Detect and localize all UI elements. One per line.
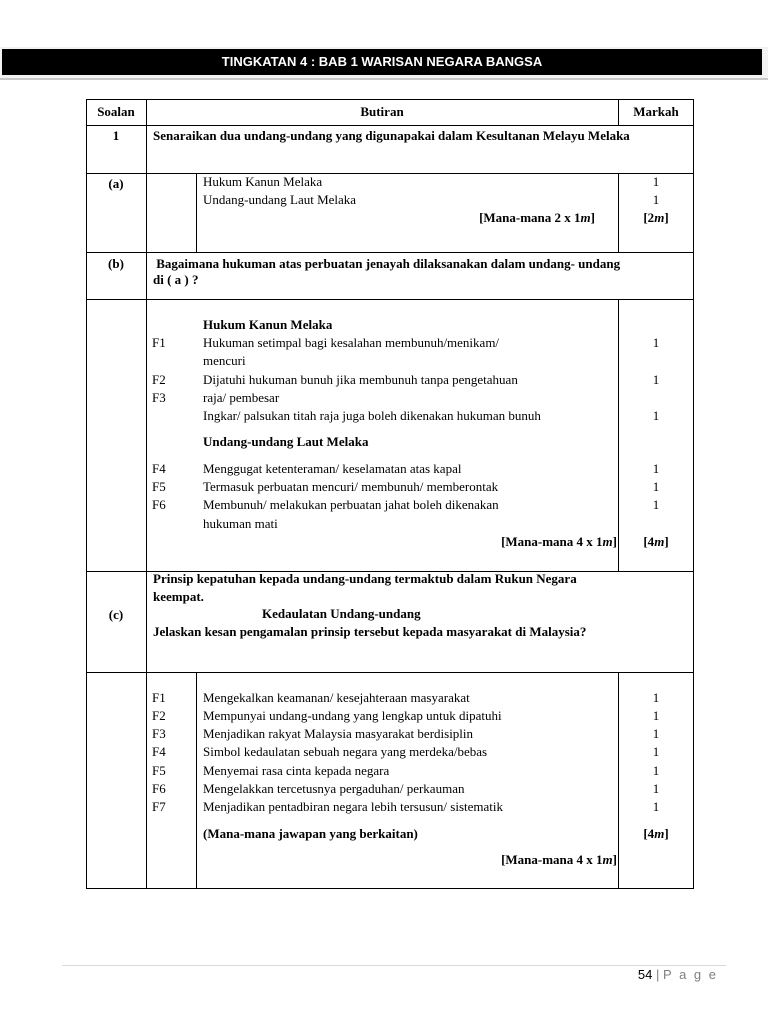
column-header-butiran: Butiran [360, 104, 404, 119]
header-divider [0, 78, 768, 80]
question-c-line4: Jelaskan kesan pengamalan prinsip tersebut kepada masyarakat di Malaysia? [153, 624, 587, 639]
answer-heading: Undang-undang Laut Melaka [203, 434, 369, 449]
total-note-a: [Mana-mana 2 x 1m] [479, 210, 595, 225]
answer-code: F2 [152, 372, 166, 387]
question-1-text: Senaraikan dua undang-undang yang digunapakai dalam Kesultanan Melayu Melaka [153, 128, 630, 143]
answer-code: F5 [152, 479, 166, 494]
page-number: 54 [637, 967, 653, 982]
answer-item: Mempunyai undang-undang yang lengkap untuk dipatuhi [203, 708, 502, 723]
table-border-bottom [86, 888, 694, 889]
table-row-divider [86, 252, 694, 253]
answer-mark: 1 [652, 174, 660, 189]
answer-item: Menjadikan pentadbiran negara lebih tersusun/ sistematik [203, 799, 503, 814]
answer-code: F3 [152, 390, 166, 405]
table-row-divider [86, 125, 694, 126]
answer-mark: 1 [652, 479, 660, 494]
answer-code: F4 [152, 744, 166, 759]
answer-item: Simbol kedaulatan sebuah negara yang merdeka/bebas [203, 744, 488, 759]
answer-item: Hukum Kanun Melaka [203, 174, 323, 189]
answer-mark: 1 [652, 799, 660, 814]
answer-item: Dijatuhi hukuman bunuh jika membunuh tanpa pengetahuan [203, 372, 518, 387]
table-row-divider [86, 299, 694, 300]
answer-code: F7 [152, 799, 166, 814]
answer-mark: 1 [652, 192, 660, 207]
answer-code: F4 [152, 461, 166, 476]
answer-item-continued: mencuri [203, 353, 246, 368]
footer-divider [62, 965, 726, 966]
table-subcol-divider [196, 672, 197, 889]
question-b-line2: di ( a ) ? [153, 272, 199, 287]
answer-mark: 1 [652, 497, 660, 512]
total-mark-a: [2m] [643, 210, 669, 225]
answer-item: Ingkar/ palsukan titah raja juga boleh dikenakan hukuman bunuh [203, 408, 541, 423]
answer-code: F1 [152, 335, 166, 350]
question-c-line1: Prinsip kepatuhan kepada undang-undang termaktub dalam Rukun Negara [153, 571, 577, 586]
table-row-divider [86, 672, 694, 673]
answer-mark: 1 [652, 781, 660, 796]
answer-mark: 1 [652, 763, 660, 778]
answer-mark: 1 [652, 726, 660, 741]
answer-mark: 1 [652, 408, 660, 423]
answer-code: F2 [152, 708, 166, 723]
answer-code: F6 [152, 497, 166, 512]
answer-item: Termasuk perbuatan mencuri/ membunuh/ memberontak [203, 479, 499, 494]
marking-scheme-table [86, 99, 694, 889]
answer-item: Mengelakkan tercetusnya pergaduhan/ perkauman [203, 781, 465, 796]
answer-item: Membunuh/ melakukan perbuatan jahat boleh dikenakan [203, 497, 499, 512]
question-label-c: (c) [108, 607, 124, 622]
question-c-line2: keempat. [153, 589, 204, 604]
answer-item: raja/ pembesar [203, 390, 280, 405]
total-mark-b: [4m] [643, 534, 669, 549]
answer-mark: 1 [652, 372, 660, 387]
answer-note: (Mana-mana jawapan yang berkaitan) [203, 826, 418, 841]
answer-mark: 1 [652, 335, 660, 350]
answer-code: F3 [152, 726, 166, 741]
answer-item: Menyemai rasa cinta kepada negara [203, 763, 390, 778]
answer-code: F5 [152, 763, 166, 778]
answer-code: F6 [152, 781, 166, 796]
total-mark-c: [4m] [643, 826, 669, 841]
answer-item: Menggugat ketenteraman/ keselamatan atas kapal [203, 461, 462, 476]
table-col-divider [146, 99, 147, 889]
footer-separator: | [656, 967, 660, 982]
answer-item: Menjadikan rakyat Malaysia masyarakat berdisiplin [203, 726, 474, 741]
answer-mark: 1 [652, 708, 660, 723]
table-border-left [86, 99, 87, 889]
question-label-a: (a) [108, 176, 124, 191]
table-subcol-divider [196, 173, 197, 253]
column-header-markah: Markah [633, 104, 679, 119]
answer-mark: 1 [652, 461, 660, 476]
question-number: 1 [112, 128, 120, 143]
question-b-line1: Bagaimana hukuman atas perbuatan jenayah dilaksanakan dalam undang- undang [153, 256, 621, 271]
question-label-b: (b) [108, 256, 124, 271]
page-footer [638, 966, 718, 984]
table-row-divider [86, 173, 694, 174]
column-header-soalan: Soalan [97, 104, 135, 119]
total-note-b: [Mana-mana 4 x 1m] [501, 534, 617, 549]
answer-item: Undang-undang Laut Melaka [203, 192, 357, 207]
answer-heading: Hukum Kanun Melaka [203, 317, 333, 332]
question-c-principle: Kedaulatan Undang-undang [262, 606, 421, 621]
page-label: P a g e [663, 967, 718, 982]
answer-mark: 1 [652, 690, 660, 705]
answer-code: F1 [152, 690, 166, 705]
answer-item: Hukuman setimpal bagi kesalahan membunuh/menikam/ [203, 335, 500, 350]
answer-mark: 1 [652, 744, 660, 759]
answer-item: Mengekalkan keamanan/ kesejahteraan masyarakat [203, 690, 470, 705]
answer-item-continued: hukuman mati [203, 516, 278, 531]
page-header-title: TINGKATAN 4 : BAB 1 WARISAN NEGARA BANGSA [2, 49, 762, 75]
total-note-c: [Mana-mana 4 x 1m] [501, 852, 617, 867]
table-border-top [86, 99, 694, 100]
